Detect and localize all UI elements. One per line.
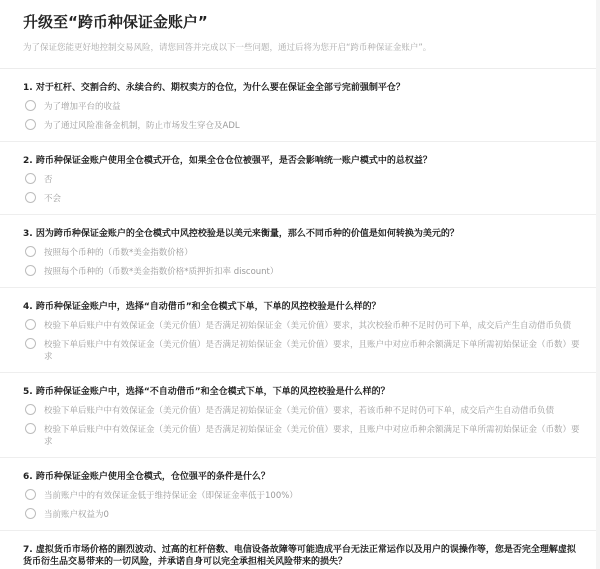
answer-option[interactable] [23, 174, 584, 186]
question-title: 4. 跨币种保证金账户中，选择“自动借币”和全仓模式下单，下单的风控校验是什么样的？ [23, 302, 381, 312]
option-label: 不会 [44, 194, 62, 204]
option-label: 为了通过风险准备金机制，防止市场发生穿仓及ADL [44, 121, 240, 131]
question-3 [0, 215, 600, 288]
radio-button[interactable] [25, 192, 36, 203]
question-title: 3. 因为跨币种保证金账户的全仓模式中风控校验是以美元来衡量，那么不同币种的价值是如何转换为美元的？ [23, 229, 459, 239]
radio-button[interactable] [25, 404, 36, 415]
option-label: 当前账户权益为0 [44, 510, 109, 520]
answer-option[interactable] [23, 101, 584, 113]
answer-option[interactable] [23, 509, 584, 521]
answer-option[interactable] [23, 339, 584, 363]
question-title: 5. 跨币种保证金账户中，选择“不自动借币”和全仓模式下单，下单的风控校验是什么样的？ [23, 387, 390, 397]
option-label: 按照每个币种的（币数*美金指数价格*质押折扣率 discount） [44, 267, 279, 277]
answer-option[interactable] [23, 120, 584, 132]
answer-option[interactable] [23, 193, 584, 205]
radio-button[interactable] [25, 100, 36, 111]
option-label: 校验下单后账户中有效保证金（美元价值）是否满足初始保证金（美元价值）要求，且账户中对应币种余额满足下单所需初始保证金（币数）要求 [44, 340, 580, 362]
radio-button[interactable] [25, 119, 36, 130]
option-label: 校验下单后账户中有效保证金（美元价值）是否满足初始保证金（美元价值）要求，其次校验币种不足时仍可下单，成交后产生自动借币负债 [44, 321, 572, 331]
page-title: 升级至“跨币种保证金账户” [23, 13, 208, 31]
answer-option[interactable] [23, 405, 584, 417]
radio-button[interactable] [25, 489, 36, 500]
radio-button[interactable] [25, 508, 36, 519]
option-label: 否 [44, 175, 53, 185]
option-label: 按照每个币种的（币数*美金指数价格） [44, 248, 193, 258]
question-title: 2. 跨币种保证金账户使用全仓模式开仓，如果全仓仓位被强平，是否会影响统一账户模式中的总权益？ [23, 156, 432, 166]
radio-button[interactable] [25, 265, 36, 276]
question-7 [0, 531, 600, 568]
radio-button[interactable] [25, 319, 36, 330]
radio-button[interactable] [25, 423, 36, 434]
answer-option[interactable] [23, 320, 584, 332]
question-1 [0, 69, 600, 142]
radio-button[interactable] [25, 338, 36, 349]
option-label: 校验下单后账户中有效保证金（美元价值）是否满足初始保证金（美元价值）要求，若该币种不足时仍可下单，成交后产生自动借币负债 [44, 406, 555, 416]
radio-button[interactable] [25, 246, 36, 257]
scrollbar[interactable] [596, 0, 600, 569]
question-5 [0, 373, 600, 458]
option-label: 为了增加平台的收益 [44, 102, 121, 112]
answer-option[interactable] [23, 424, 584, 448]
page-subtitle: 为了保证您能更好地控制交易风险，请您回答并完成以下一些问题，通过后将为您开启“跨币种保证金账户”。 [23, 43, 432, 53]
answer-option[interactable] [23, 490, 584, 502]
question-title: 7. 虚拟货币市场价格的剧烈波动、过高的杠杆倍数、电信设备故障等可能造成平台无法正常运作以及用户的误操作等，您是否完全理解虚拟货币衍生品交易带来的一切风险，并承诺自身可以完全承担相关风险带来的损失？ [23, 545, 576, 567]
question-6 [0, 458, 600, 531]
option-label: 校验下单后账户中有效保证金（美元价值）是否满足初始保证金（美元价值）要求，且账户中对应币种余额满足下单所需初始保证金（币数）要求 [44, 425, 580, 447]
question-4 [0, 288, 600, 373]
question-title: 1. 对于杠杆、交割合约、永续合约、期权卖方的仓位，为什么要在保证金全部亏完前强制平仓？ [23, 83, 405, 93]
question-title: 6. 跨币种保证金账户使用全仓模式，仓位强平的条件是什么？ [23, 472, 270, 482]
answer-option[interactable] [23, 266, 584, 278]
radio-button[interactable] [25, 173, 36, 184]
answer-option[interactable] [23, 247, 584, 259]
question-2 [0, 142, 600, 215]
option-label: 当前账户中的有效保证金低于维持保证金（即保证金率低于100%） [44, 491, 298, 501]
